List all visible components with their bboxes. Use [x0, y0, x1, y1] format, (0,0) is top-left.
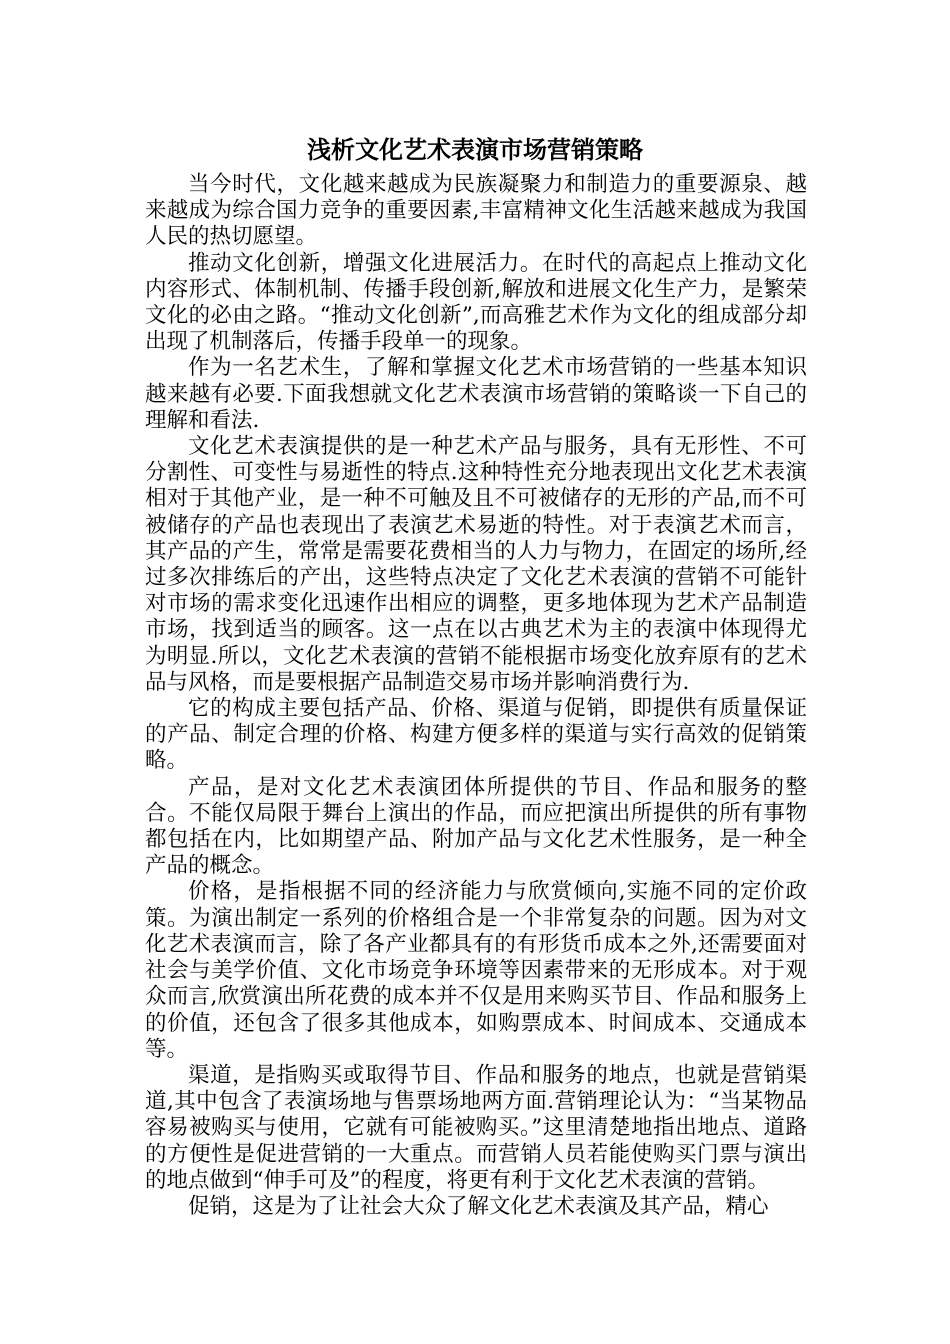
paragraph: 促销，这是为了让社会大众了解文化艺术表演及其产品，精心 [188, 1193, 769, 1219]
document-title: 浅析文化艺术表演市场营销策略 [307, 136, 643, 164]
paragraph: 它的构成主要包括产品、价格、渠道与促销，即提供有质量保证的产品、制定合理的价格、构建方便多样的渠道与实行高效的促销策略。 [145, 696, 807, 774]
paragraph: 渠道，是指购买或取得节目、作品和服务的地点，也就是营销渠道,其中包含了表演场地与售票场地两方面.营销理论认为：“当某物品容易被购买与使用，它就有可能被购买。”这里清楚地指出地点、道路的方便性是促进营销的一大重点。而营销人员若能使购买门票与演出的地点做到“伸手可及”的程度，将更有利于文化艺术表演的营销。 [145, 1062, 807, 1193]
paragraph: 推动文化创新，增强文化进展活力。在时代的高起点上推动文化内容形式、体制机制、传播手段创新,解放和进展文化生产力，是繁荣文化的必由之路。“推动文化创新”,而高雅艺术作为文化的组成部分却出现了机制落后，传播手段单一的现象。 [145, 250, 807, 355]
paragraph: 产品，是对文化艺术表演团体所提供的节目、作品和服务的整合。不能仅局限于舞台上演出的作品，而应把演出所提供的所有事物都包括在内，比如期望产品、附加产品与文化艺术性服务，是一种全产品的概念。 [145, 774, 807, 879]
document-body [145, 172, 807, 1220]
paragraph: 作为一名艺术生，了解和掌握文化艺术市场营销的一些基本知识越来越有必要.下面我想就文化艺术表演市场营销的策略谈一下自己的理解和看法. [145, 355, 807, 433]
paragraph: 价格，是指根据不同的经济能力与欣赏倾向,实施不同的定价政策。为演出制定一系列的价格组合是一个非常复杂的问题。因为对文化艺术表演而言，除了各产业都具有的有形货币成本之外,还需要面对社会与美学价值、文化市场竞争环境等因素带来的无形成本。对于观众而言,欣赏演出所花费的成本并不仅是用来购买节目、作品和服务上的价值，还包含了很多其他成本，如购票成本、时间成本、交通成本等。 [145, 879, 807, 1062]
paragraph: 文化艺术表演提供的是一种艺术产品与服务，具有无形性、不可分割性、可变性与易逝性的特点.这种特性充分地表现出文化艺术表演相对于其他产业，是一种不可触及且不可被储存的无形的产品,而不可被储存的产品也表现出了表演艺术易逝的特性。对于表演艺术而言，其产品的产生，常常是需要花费相当的人力与物力，在固定的场所,经过多次排练后的产出，这些特点决定了文化艺术表演的营销不可能针对市场的需求变化迅速作出相应的调整，更多地体现为艺术产品制造市场，找到适当的顾客。这一点在以古典艺术为主的表演中体现得尤为明显.所以，文化艺术表演的营销不能根据市场变化放弃原有的艺术品与风格，而是要根据产品制造交易市场并影响消费行为. [145, 434, 807, 695]
paragraph: 当今时代，文化越来越成为民族凝聚力和制造力的重要源泉、越来越成为综合国力竞争的重要因素,丰富精神文化生活越来越成为我国人民的热切愿望。 [145, 172, 807, 250]
